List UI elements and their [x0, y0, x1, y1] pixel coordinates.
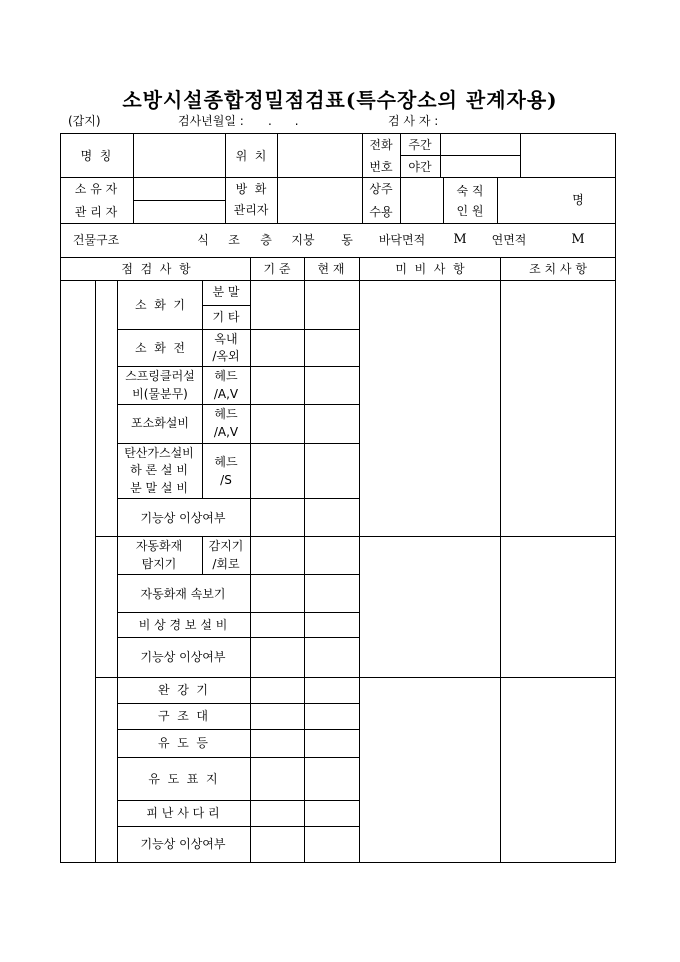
sprinkler-head-1: 헤드	[214, 369, 238, 383]
night-duty-label-2: 인 원	[456, 204, 484, 218]
extinguisher-label: 소 화 기	[134, 298, 186, 312]
grid-line	[277, 133, 278, 223]
grid-line	[117, 703, 359, 704]
grid-line	[202, 329, 203, 366]
grid-line	[133, 133, 134, 223]
grid-line	[400, 155, 520, 156]
rescue-chute-label: 구 조 대	[157, 709, 209, 723]
grid-line	[117, 612, 359, 613]
grid-line	[202, 280, 203, 329]
grid-line	[117, 280, 118, 862]
grid-line	[202, 443, 203, 498]
grid-line	[60, 257, 616, 258]
floor-area-unit: M	[453, 232, 467, 247]
location-label: 위 치	[235, 149, 267, 163]
resident-label: 상주	[369, 182, 393, 196]
structure-suffix: 조	[228, 233, 240, 247]
total-area-unit: M	[571, 232, 585, 247]
phone-label-2: 번호	[369, 160, 393, 174]
owner-label: 소 유 자	[74, 182, 118, 196]
grid-line	[400, 133, 401, 223]
phone-label-1: 전화	[369, 138, 393, 152]
grid-line	[202, 536, 203, 574]
total-area-label: 연면적	[491, 233, 527, 247]
grid-line	[117, 826, 359, 827]
page-title: 소방시설종합정밀점검표(특수장소의 관계자용)	[122, 88, 558, 112]
grid-line	[202, 404, 203, 443]
structure-type: 식	[197, 233, 209, 247]
name-label: 명 칭	[80, 149, 112, 163]
section-divider	[95, 536, 616, 537]
sprinkler-head-2: /A,V	[213, 387, 239, 401]
person-unit: 명	[572, 193, 584, 207]
grid-line	[225, 133, 226, 223]
hydrant-type-2: /옥외	[212, 349, 240, 363]
grid-line	[202, 305, 250, 306]
grid-line	[443, 177, 444, 223]
header-action: 조 치 사 항	[529, 262, 587, 276]
capacity-label: 수용	[369, 205, 393, 219]
header-items: 점 검 사 항	[121, 262, 191, 276]
grid-line	[500, 257, 501, 862]
emergency-alarm-label: 비 상 경 보 설 비	[138, 618, 228, 632]
guide-light-label: 유 도 등	[157, 736, 209, 750]
grid-line	[117, 637, 359, 638]
grid-line	[60, 177, 616, 178]
gas-head-2: /S	[220, 473, 232, 487]
foam-head-2: /A,V	[213, 425, 239, 439]
grid-line	[117, 574, 359, 575]
grid-line	[117, 498, 359, 499]
table-border-bottom	[60, 223, 616, 224]
descender-label: 완 강 기	[157, 683, 209, 697]
hydrant-type-1: 옥내	[214, 332, 238, 346]
header-current: 현 재	[317, 262, 345, 276]
grid-line	[95, 280, 96, 862]
halon-label: 하 론 설 비	[130, 463, 188, 477]
grid-line	[304, 257, 305, 862]
guide-sign-label: 유 도 표 지	[148, 772, 218, 786]
building-count-label: 동	[341, 233, 353, 247]
grid-line	[117, 443, 359, 444]
section-divider	[95, 677, 616, 678]
grid-line	[117, 729, 359, 730]
grid-line	[440, 133, 441, 177]
roof-label: 지붕	[291, 233, 315, 247]
table-border-top	[60, 133, 616, 134]
grid-line	[117, 757, 359, 758]
fire-prevention-label-2: 관리자	[233, 203, 269, 217]
escape-ladder-label: 피 난 사 다 리	[146, 806, 220, 820]
table-border-right	[615, 223, 616, 862]
table-border-bottom	[60, 862, 616, 863]
foam-label: 포소화설비	[131, 416, 189, 430]
grid-line	[359, 257, 360, 862]
floors-label: 층	[260, 233, 272, 247]
sprinkler-label-2: 비(물분무)	[132, 387, 188, 401]
table-border-left	[60, 223, 61, 862]
grid-line	[117, 366, 359, 367]
others-label: 기 타	[212, 310, 240, 324]
sensor-circuit-1: 감지기	[208, 539, 244, 553]
sensor-circuit-2: /회로	[212, 557, 240, 571]
grid-line	[117, 800, 359, 801]
auto-fire-detector-2: 탐지기	[141, 557, 177, 571]
grid-line	[60, 280, 616, 281]
auto-fire-report-label: 자동화재 속보기	[140, 587, 226, 601]
night-duty-label-1: 숙 직	[456, 184, 484, 198]
table-border-left	[60, 133, 61, 223]
daytime-label: 주간	[408, 138, 432, 152]
grid-line	[497, 177, 498, 223]
evacuation-function-check: 기능상 이상여부	[140, 837, 226, 851]
foam-head-1: 헤드	[214, 407, 238, 421]
alarm-function-check: 기능상 이상여부	[140, 650, 226, 664]
structure-label: 건물구조	[72, 233, 120, 247]
inspection-date-value[interactable]: . .	[268, 114, 299, 128]
inspector-label: 검 사 자 :	[388, 114, 439, 128]
sprinkler-label-1: 스프링클러설	[125, 369, 195, 383]
grid-line	[133, 200, 225, 201]
extinguishing-function-check: 기능상 이상여부	[140, 511, 226, 525]
inspection-date-label: 검사년월일 :	[178, 114, 244, 128]
powder-system-label: 분 말 설 비	[130, 481, 188, 495]
auto-fire-detector-1: 자동화재	[135, 539, 183, 553]
hydrant-label: 소 화 전	[134, 341, 186, 355]
grid-line	[202, 366, 203, 404]
sheet-label: (갑지)	[68, 114, 101, 128]
floor-area-label: 바닥면적	[378, 233, 426, 247]
grid-line	[520, 133, 521, 177]
grid-line	[117, 404, 359, 405]
table-border-right	[615, 133, 616, 223]
co2-label: 탄산가스설비	[124, 446, 194, 460]
fire-prevention-label-1: 방 화	[235, 182, 267, 196]
header-standard: 기 준	[263, 262, 291, 276]
gas-head-1: 헤드	[214, 455, 238, 469]
grid-line	[250, 257, 251, 862]
powder-label: 분 말	[212, 285, 240, 299]
manager-label: 관 리 자	[74, 205, 118, 219]
grid-line	[362, 133, 363, 223]
night-label: 야간	[408, 160, 432, 174]
grid-line	[117, 329, 359, 330]
header-deficiency: 미 비 사 항	[395, 262, 465, 276]
